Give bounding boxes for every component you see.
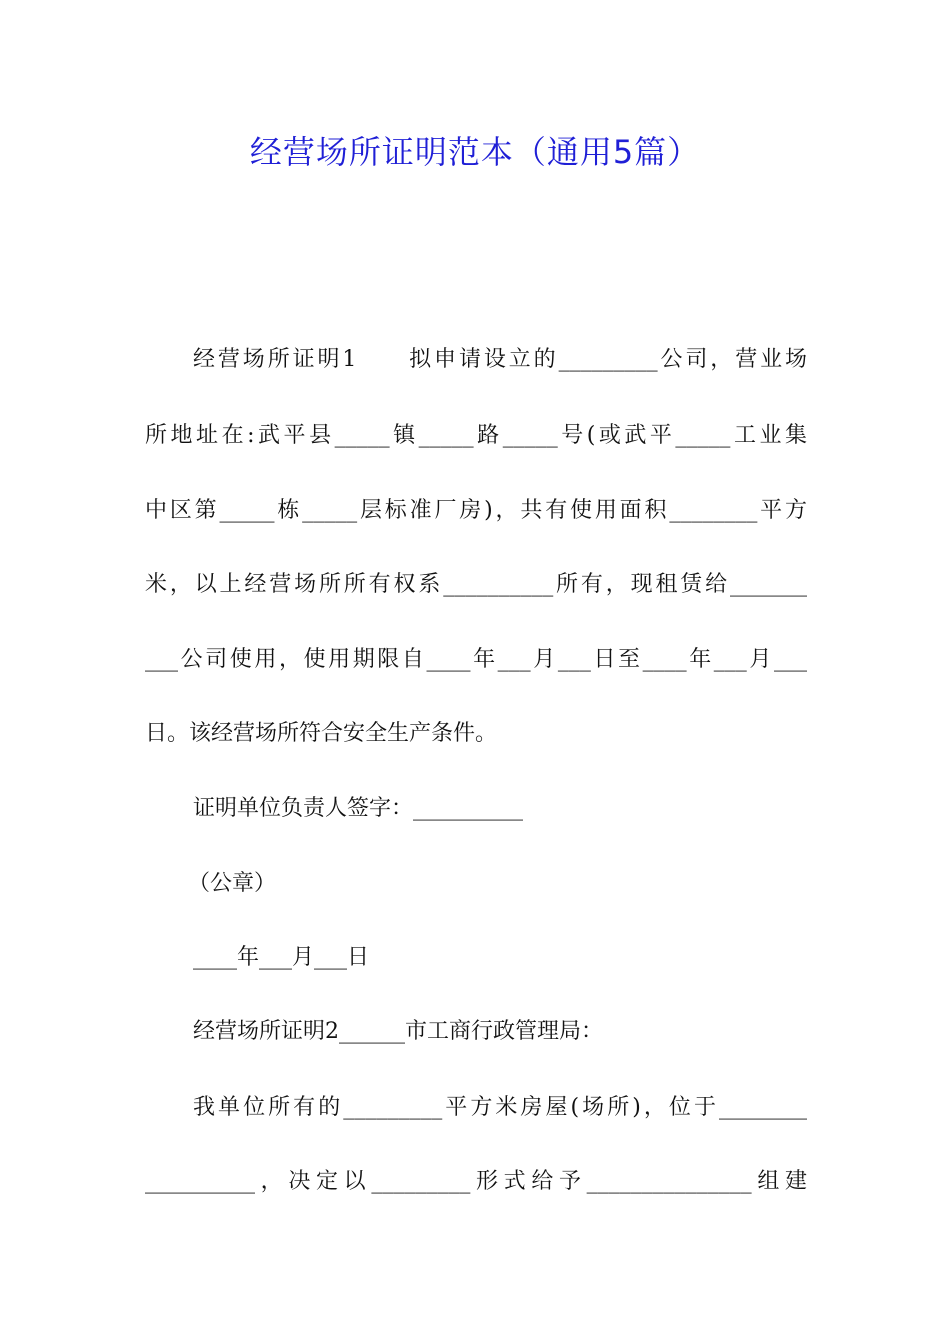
paragraph-line-4: 米，以上经营场所所有权系__________所有，现租赁给_______ [145,572,807,597]
paragraph-line-5: ___公司使用，使用期限自____年___月___日至____年___月___ [145,647,807,672]
document-title: 经营场所证明范本（通用5篇） [249,133,701,171]
paragraph-line-6: 日。该经营场所符合安全生产条件。 [145,721,498,746]
paragraph-line-2: 所地址在:武平县_____镇_____路_____号(或武平_____工业集 [145,423,807,448]
date-line: ____年___月___日 [193,945,370,970]
section-2-line-2: __________，决定以_________形式给予_______________组建 [145,1169,807,1194]
paragraph-line-3: 中区第_____栋_____层标准厂房)，共有使用面积________平方 [145,498,807,523]
section-2-heading: 经营场所证明2______市工商行政管理局： [193,1019,603,1044]
section-2-line-1: 我单位所有的_________平方米房屋(场所)，位于________ [193,1095,807,1120]
paragraph-line-1: 经营场所证明1 拟申请设立的_________公司，营业场 [193,347,807,372]
signature-line: 证明单位负责人签字：__________ [193,796,524,821]
official-seal-line: （公章） [188,871,277,896]
